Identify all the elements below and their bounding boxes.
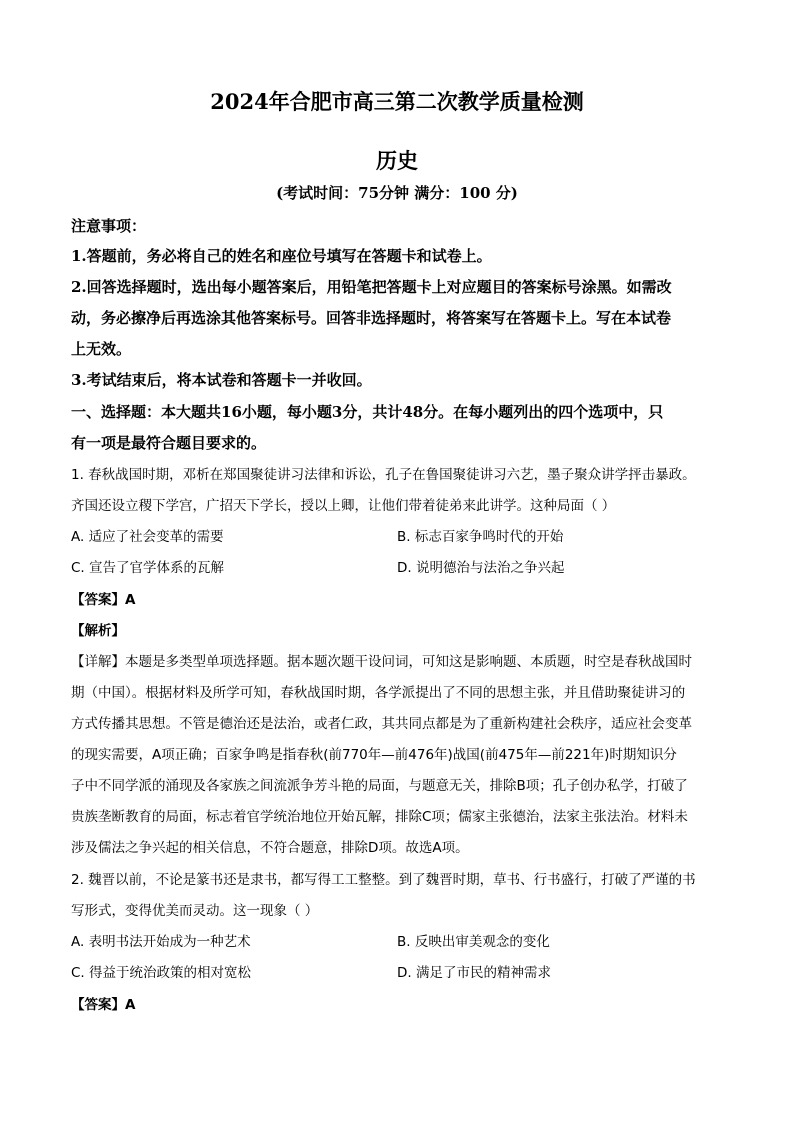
detail-line: 方式传播其思想。不管是德治还是法治，或者仁政，其共同点都是为了重新构建社会秩序，适应社会变革 [71,716,692,732]
option-b: B. 反映出审美观念的变化 [397,934,550,950]
question-stem: 写形式，变得优美而灵动。这一现象（ ） [71,903,319,919]
detail-line: 涉及儒法之争兴起的相关信息，不符合题意，排除D项。故选A项。 [71,840,469,856]
note-line: 2.回答选择题时，选出每小题答案后，用铅笔把答题卡上对应题目的答案标号涂黑。如需改 [71,278,672,296]
question-stem: 齐国还设立稷下学宫，广招天下学长，授以上卿，让他们带着徒弟来此讲学。这种局面（ ） [71,498,616,514]
option-b: B. 标志百家争鸣时代的开始 [397,529,564,545]
detail-line: 贵族垄断教育的局面，标志着官学统治地位开始瓦解，排除C项；儒家主张德治，法家主张法治。材料未 [71,809,688,825]
option-a: A. 适应了社会变革的需要 [71,529,224,545]
analysis-label: 【解析】 [71,623,125,639]
option-c: C. 宣告了官学体系的瓦解 [71,560,225,576]
option-d: D. 说明德治与法治之争兴起 [397,560,565,576]
note-line: 动，务必擦净后再选涂其他答案标号。回答非选择题时，将答案写在答题卡上。写在本试卷 [71,309,672,327]
option-a: A. 表明书法开始成为一种艺术 [71,934,251,950]
option-d: D. 满足了市民的精神需求 [397,965,551,981]
detail-line: 的现实需要，A项正确；百家争鸣是指春秋(前770年—前476年)战国(前475年—前221年)时期知识分 [71,747,677,763]
subject-title: 历史 [376,148,418,173]
question-stem: 2. 魏晋以前，不论是篆书还是隶书，都写得工工整整。到了魏晋时期，草书、行书盛行，打破了严谨的书 [71,872,696,888]
notes-heading: 注意事项： [71,217,147,235]
option-c: C. 得益于统治政策的相对宽松 [71,965,252,981]
note-line: 1.答题前，务必将自己的姓名和座位号填写在答题卡和试卷上。 [71,247,492,265]
detail-line: 期（中国）。根据材料及所学可知，春秋战国时期，各学派提出了不同的思想主张，并且借助聚徒讲习的 [71,685,686,701]
section-heading: 有一项是最符合题目要求的。 [71,434,267,452]
exam-title: 2024年合肥市高三第二次教学质量检测 [210,89,584,114]
note-line: 3.考试结束后，将本试卷和答题卡一并收回。 [71,371,372,389]
detail-line: 子中不同学派的涌现及各家族之间流派争芳斗艳的局面，与题意无关，排除B项；孔子创办私学，打破了 [71,778,688,794]
answer-label: 【答案】A [71,997,136,1013]
note-line: 上无效。 [71,340,132,358]
answer-label: 【答案】A [71,592,136,608]
section-heading: 一、选择题：本大题共16小题，每小题3分，共计48分。在每小题列出的四个选项中，只 [71,403,664,421]
question-stem: 1. 春秋战国时期，邓析在郑国聚徒讲习法律和诉讼，孔子在鲁国聚徒讲习六艺，墨子聚众讲学抨击暴政。 [71,467,696,483]
detail-line: 【详解】本题是多类型单项选择题。据本题次题干设问词，可知这是影响题、本质题，时空是春秋战国时 [71,654,692,670]
exam-info: (考试时间：75分钟 满分：100 分) [276,184,518,202]
